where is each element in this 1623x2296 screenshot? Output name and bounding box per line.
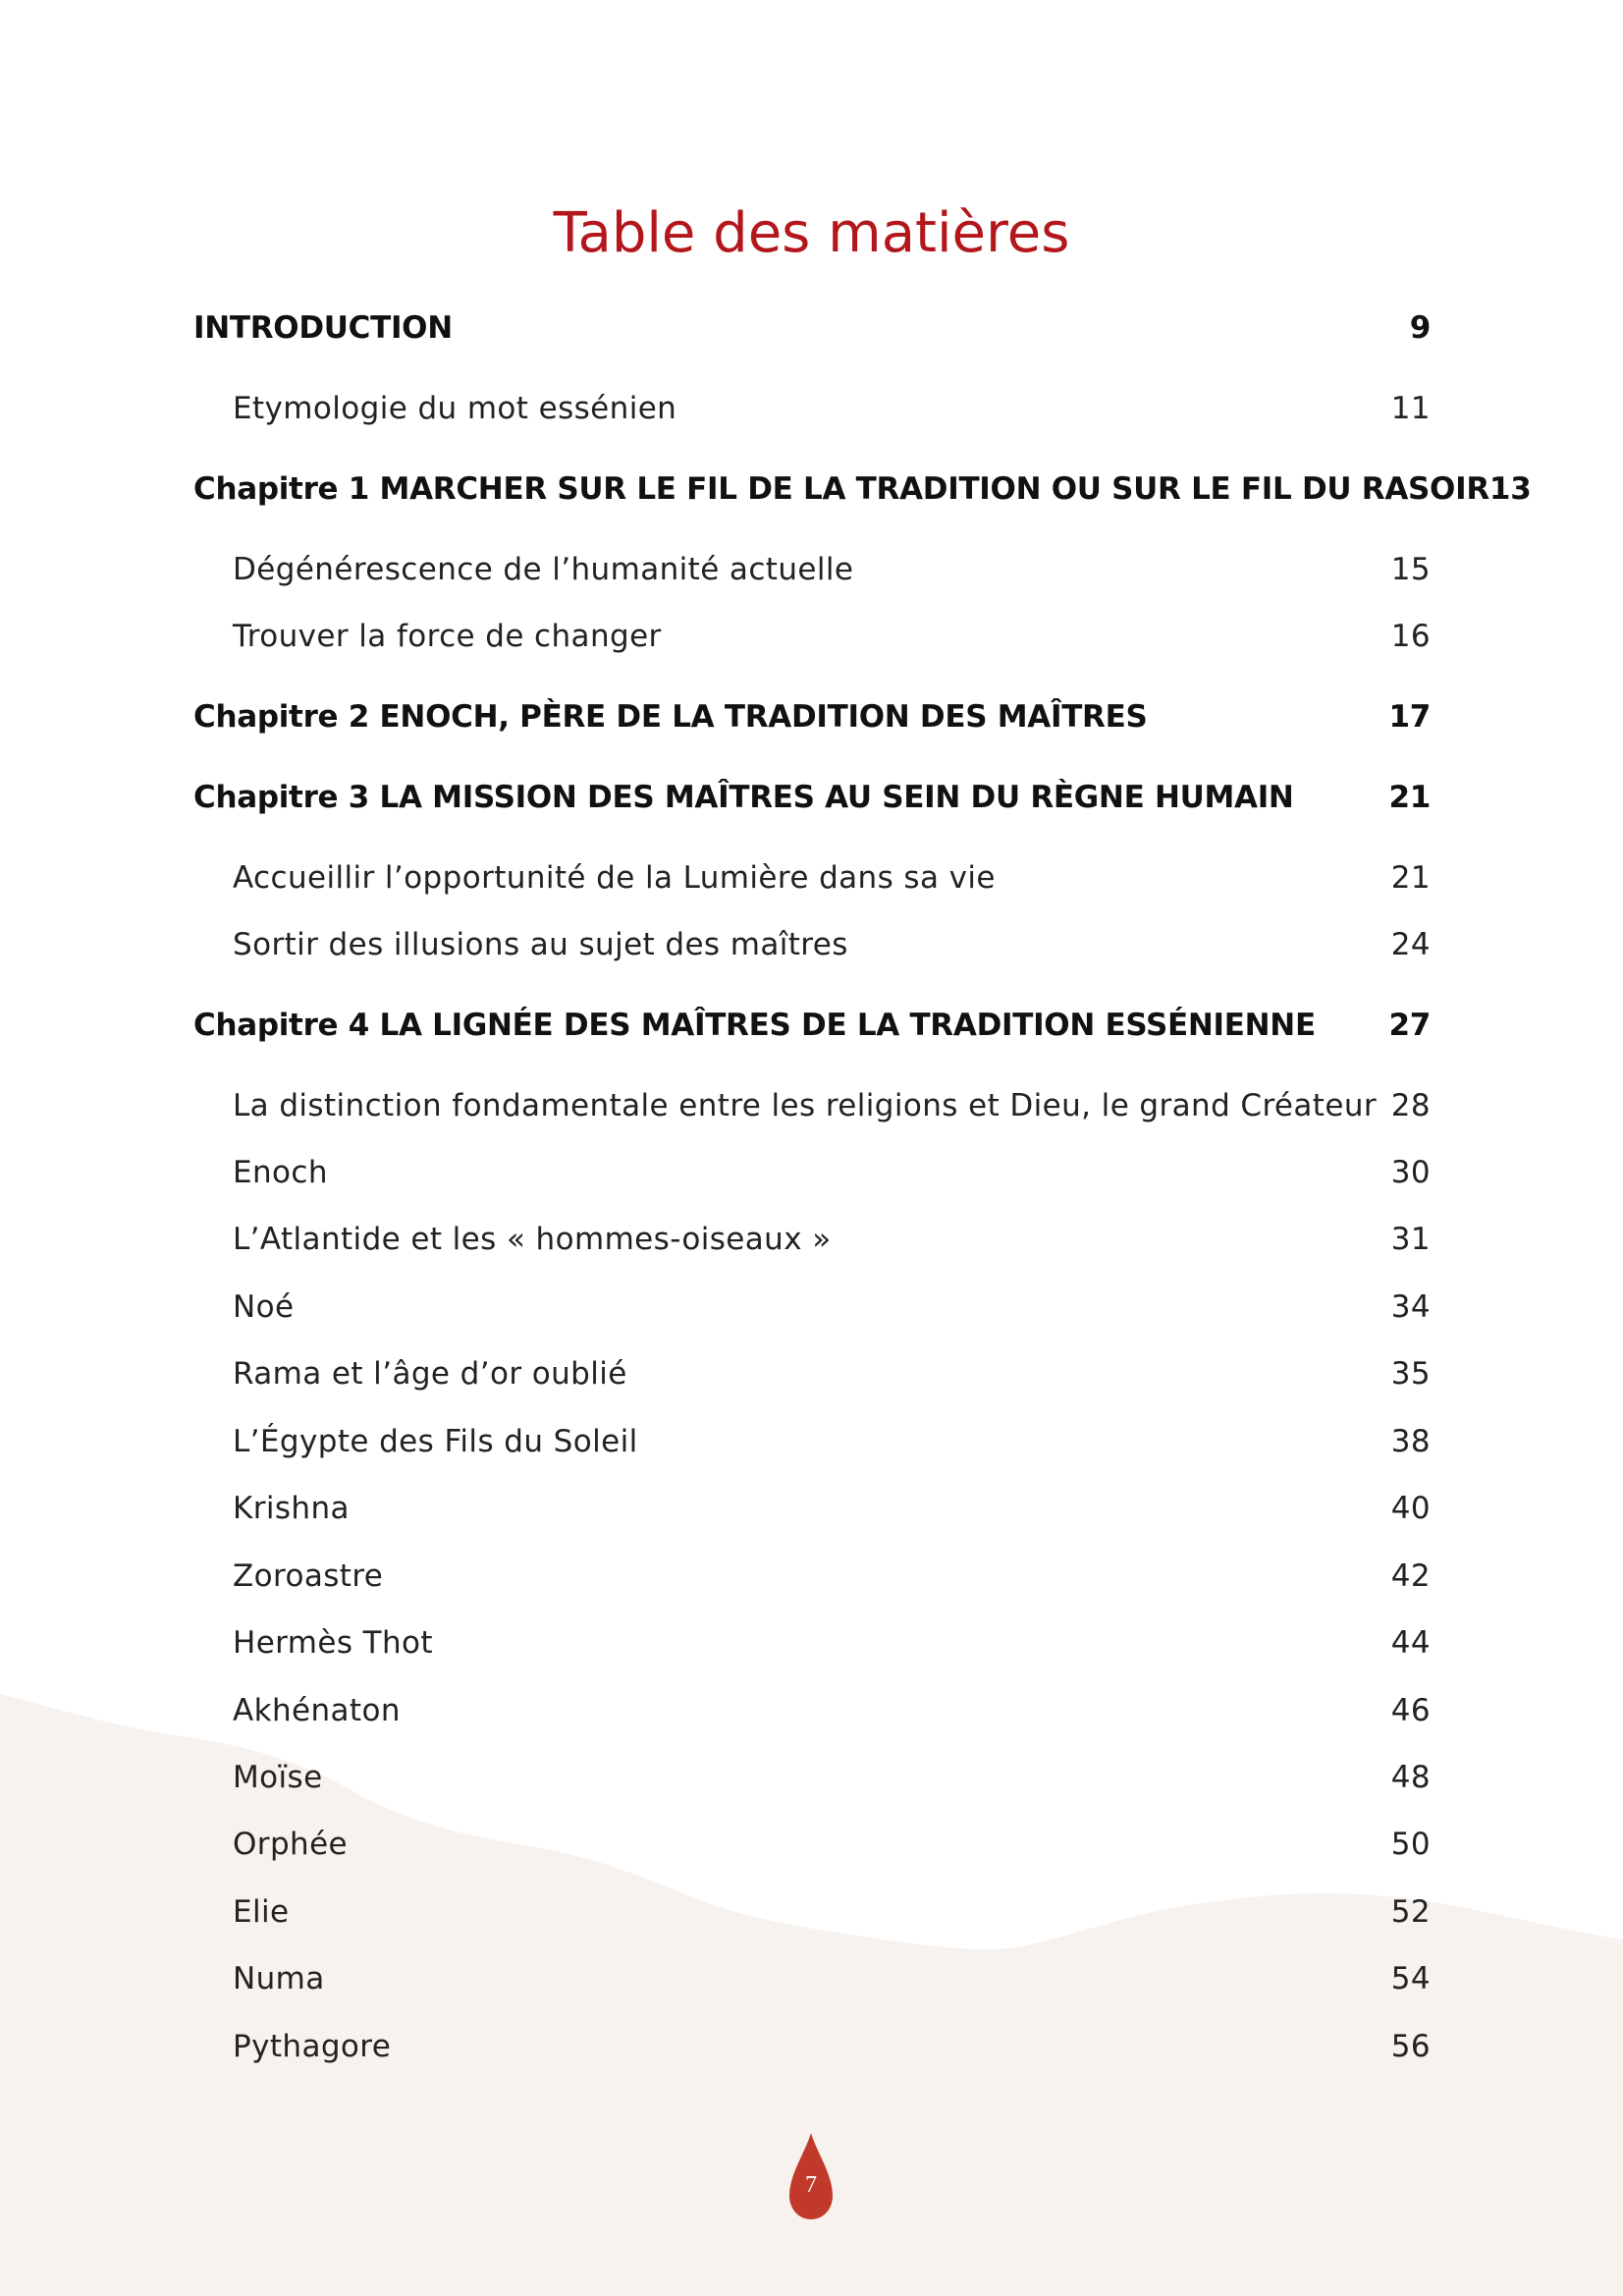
toc-entry-label: Pythagore	[233, 2029, 392, 2064]
toc-entry-page: 21	[1390, 860, 1431, 896]
toc-subentry[interactable]	[233, 1756, 1431, 1799]
toc-entry-page: 48	[1390, 1760, 1431, 1795]
toc-entry-page: 42	[1390, 1558, 1431, 1594]
toc-subentry[interactable]	[233, 856, 1431, 900]
toc-subentry[interactable]	[233, 548, 1431, 591]
toc-entry-page: 21	[1388, 780, 1431, 815]
toc-entry-label: L’Égypte des Fils du Soleil	[233, 1424, 638, 1459]
toc-entry-label: L’Atlantide et les « hommes-oiseaux »	[233, 1222, 832, 1257]
toc-subentry[interactable]	[233, 2025, 1431, 2068]
toc-entry-chapitre-4[interactable]	[193, 1004, 1431, 1047]
toc-entry-label: Chapitre 4 LA LIGNÉE DES MAÎTRES DE LA TRADITION ESSÉNIENNE	[193, 1008, 1316, 1043]
toc-entry-page: 34	[1390, 1289, 1431, 1325]
toc-entry-page: 15	[1390, 552, 1431, 587]
toc-entry-label: Chapitre 1 MARCHER SUR LE FIL DE LA TRADITION OU SUR LE FIL DU RASOIR	[193, 471, 1489, 507]
page-title: Table des matières	[553, 201, 1070, 265]
toc-subentry[interactable]	[233, 1487, 1431, 1530]
toc-entry-introduction[interactable]	[193, 306, 1431, 350]
toc-subentry[interactable]	[233, 1823, 1431, 1866]
toc-entry-chapitre-1[interactable]	[193, 467, 1532, 511]
toc-entry-chapitre-2[interactable]	[193, 695, 1431, 738]
toc-entry-page: 56	[1390, 2029, 1431, 2064]
toc-entry-page: 52	[1390, 1894, 1431, 1930]
toc-entry-page: 28	[1390, 1088, 1431, 1123]
toc-subentry[interactable]	[233, 1352, 1431, 1395]
toc-entry-page: 24	[1390, 927, 1431, 962]
toc-entry-page: 31	[1390, 1222, 1431, 1257]
toc-entry-page: 30	[1390, 1155, 1431, 1190]
toc-subentry[interactable]	[233, 1890, 1431, 1934]
toc-entry-label: Orphée	[233, 1827, 349, 1862]
toc-entry-page: 11	[1390, 391, 1431, 426]
toc-entry-page: 44	[1390, 1625, 1431, 1661]
toc-entry-page: 40	[1390, 1491, 1431, 1526]
toc-entry-label: La distinction fondamentale entre les religions et Dieu, le grand Créateur	[233, 1088, 1378, 1123]
toc-entry-label: Akhénaton	[233, 1693, 401, 1728]
toc-subentry[interactable]	[233, 1420, 1431, 1463]
toc-subentry[interactable]	[233, 1218, 1431, 1261]
toc-entry-label: Rama et l’âge d’or oublié	[233, 1356, 627, 1392]
toc-subentry[interactable]	[233, 1689, 1431, 1732]
toc-entry-page: 16	[1390, 619, 1431, 654]
toc-entry-label: Hermès Thot	[233, 1625, 433, 1661]
toc-subentry[interactable]	[233, 1621, 1431, 1665]
toc-subentry[interactable]	[233, 615, 1431, 658]
toc-entry-label: Dégénérescence de l’humanité actuelle	[233, 552, 854, 587]
toc-entry-label: INTRODUCTION	[193, 310, 453, 346]
toc-subentry[interactable]	[233, 1555, 1431, 1598]
toc-entry-label: Accueillir l’opportunité de la Lumière dans sa vie	[233, 860, 996, 896]
toc-entry-label: Sortir des illusions au sujet des maîtres	[233, 927, 848, 962]
toc-entry-page: 35	[1390, 1356, 1431, 1392]
toc-entry-label: Elie	[233, 1894, 290, 1930]
page-number: 7	[805, 2172, 817, 2198]
toc-entry-chapitre-3[interactable]	[193, 776, 1431, 819]
toc-entry-page: 46	[1390, 1693, 1431, 1728]
toc-entry-label: Moïse	[233, 1760, 323, 1795]
toc-entry-label: Enoch	[233, 1155, 328, 1190]
toc-entry-page: 38	[1390, 1424, 1431, 1459]
toc-entry-page: 17	[1388, 699, 1431, 735]
toc-entry-label: Chapitre 2 ENOCH, PÈRE DE LA TRADITION DES MAÎTRES	[193, 699, 1148, 735]
toc-entry-page: 54	[1390, 1961, 1431, 1996]
toc-entry-label: Etymologie du mot essénien	[233, 391, 677, 426]
toc-subentry[interactable]	[233, 1285, 1431, 1329]
toc-entry-page: 50	[1390, 1827, 1431, 1862]
toc-subentry[interactable]	[233, 1151, 1431, 1194]
toc-entry-label: Zoroastre	[233, 1558, 384, 1594]
toc-entry-label: Noé	[233, 1289, 295, 1325]
toc-subentry[interactable]	[233, 1084, 1431, 1127]
toc-entry-page: 13	[1488, 471, 1532, 507]
toc-entry-label: Numa	[233, 1961, 325, 1996]
toc-subentry[interactable]	[233, 1957, 1431, 2000]
toc-subentry[interactable]	[233, 387, 1431, 430]
toc-subentry[interactable]	[233, 923, 1431, 966]
toc-entry-label: Chapitre 3 LA MISSION DES MAÎTRES AU SEIN DU RÈGNE HUMAIN	[193, 780, 1294, 815]
toc-entry-label: Krishna	[233, 1491, 350, 1526]
toc-entry-label: Trouver la force de changer	[233, 619, 662, 654]
toc-entry-page: 9	[1409, 310, 1431, 346]
toc-entry-page: 27	[1388, 1008, 1431, 1043]
